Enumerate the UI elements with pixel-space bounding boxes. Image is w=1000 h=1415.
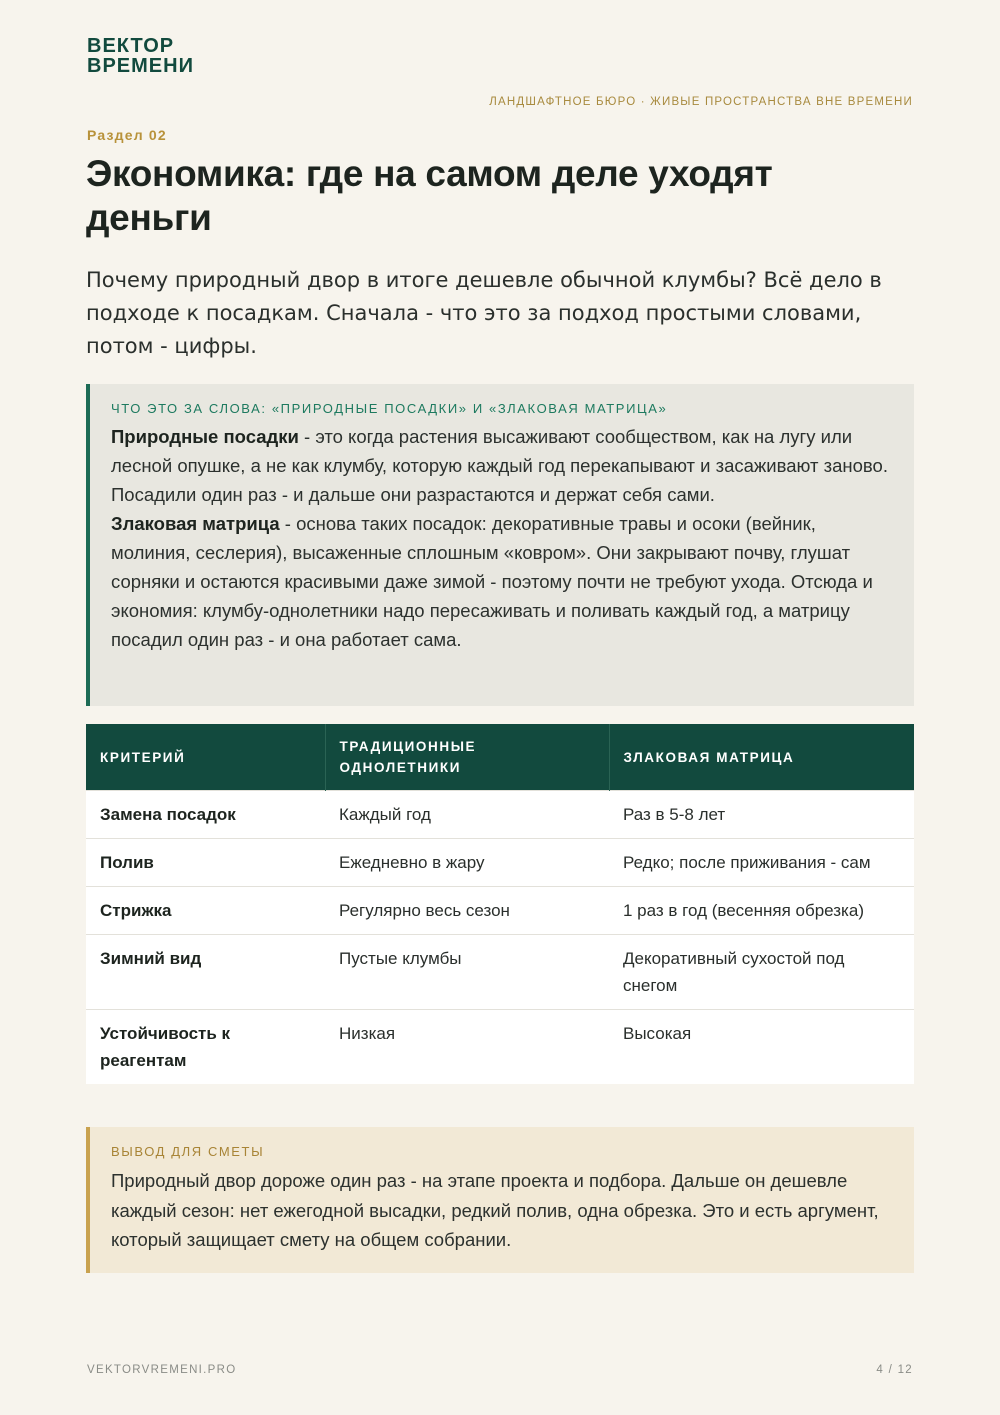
criterion-cell: Устойчивость к реагентам <box>86 1010 325 1085</box>
footer-website: VEKTORVREMENI.PRO <box>87 1364 237 1376</box>
matrix-cell: Редко; после приживания - сам <box>609 839 914 887</box>
conclusion-box <box>86 1127 914 1273</box>
header-grass-matrix: ЗЛАКОВАЯ МАТРИЦА <box>609 724 914 791</box>
definition-text <box>111 422 894 654</box>
table-row <box>86 1010 914 1085</box>
section-label: Раздел 02 <box>87 127 167 143</box>
conclusion-text: Природный двор дороже один раз - на этапе проекта и подбора. Дальше он дешевле каждый сезон: нет ежегодной высадки, редкий полив, одна обрезка. Это и есть аргумент, который защищает смету на общем собрании. <box>111 1170 879 1250</box>
header-traditional: ТРАДИЦИОННЫЕ ОДНОЛЕТНИКИ <box>325 724 609 791</box>
criterion-cell: Зимний вид <box>86 935 325 1010</box>
logo-line-2: ВРЕМЕНИ <box>87 55 194 77</box>
comparison-table <box>86 724 914 1084</box>
matrix-cell: Декоративный сухостой под снегом <box>609 935 914 1010</box>
term-grass-matrix-text: - основа таких посадок: декоративные травы и осоки (вейник, молиния, сеслерия), высаженные сплошным «ковром». Они закрывают почву, глушат сорняки и остаются красивыми даже зимой - поэтому почти не требуют ухода. Отсюда и экономия: клумбу-однолетники надо пересаживать и поливать каждый год, а матрицу посадил один раз - и она работает сама. <box>111 513 873 650</box>
traditional-cell: Ежедневно в жару <box>325 839 609 887</box>
criterion-cell: Стрижка <box>86 887 325 935</box>
logo-line-1: ВЕКТОР <box>87 35 175 57</box>
matrix-cell: Раз в 5-8 лет <box>609 791 914 839</box>
table-row <box>86 791 914 839</box>
criterion-cell: Полив <box>86 839 325 887</box>
term-grass-matrix: Злаковая матрица <box>111 513 280 534</box>
traditional-cell: Каждый год <box>325 791 609 839</box>
traditional-cell: Пустые клумбы <box>325 935 609 1010</box>
matrix-cell: 1 раз в год (весенняя обрезка) <box>609 887 914 935</box>
table-row <box>86 887 914 935</box>
traditional-cell: Низкая <box>325 1010 609 1085</box>
brand-logo <box>87 36 217 76</box>
page-title: Экономика: где на самом деле уходят деньги <box>86 153 773 238</box>
page-number: 4 / 12 <box>876 1364 913 1376</box>
lead-paragraph: Почему природный двор в итоге дешевле обычной клумбы? Всё дело в подходе к посадкам. Сначала - что это за подход простыми словами, потом - цифры. <box>86 268 882 358</box>
term-natural-plantings: Природные посадки <box>111 426 299 447</box>
header-criterion: КРИТЕРИЙ <box>86 724 325 791</box>
table-row <box>86 839 914 887</box>
traditional-cell: Регулярно весь сезон <box>325 887 609 935</box>
criterion-cell: Замена посадок <box>86 791 325 839</box>
matrix-cell: Высокая <box>609 1010 914 1085</box>
table-row <box>86 935 914 1010</box>
term-natural-plantings-text: - это когда растения высаживают сообществом, как на лугу или лесной опушке, а не как клумбу, которую каждый год перекапывают и засаживают заново. Посадили один раз - и дальше они разрастаются и держат себя сами. <box>111 426 888 505</box>
table-header-row <box>86 724 914 791</box>
definition-heading: ЧТО ЭТО ЗА СЛОВА: «ПРИРОДНЫЕ ПОСАДКИ» И «ЗЛАКОВАЯ МАТРИЦА» <box>111 401 668 416</box>
definition-box <box>86 384 914 706</box>
conclusion-heading: ВЫВОД ДЛЯ СМЕТЫ <box>111 1144 265 1159</box>
brand-tagline: ЛАНДШАФТНОЕ БЮРО · ЖИВЫЕ ПРОСТРАНСТВА ВНЕ ВРЕМЕНИ <box>489 96 913 108</box>
